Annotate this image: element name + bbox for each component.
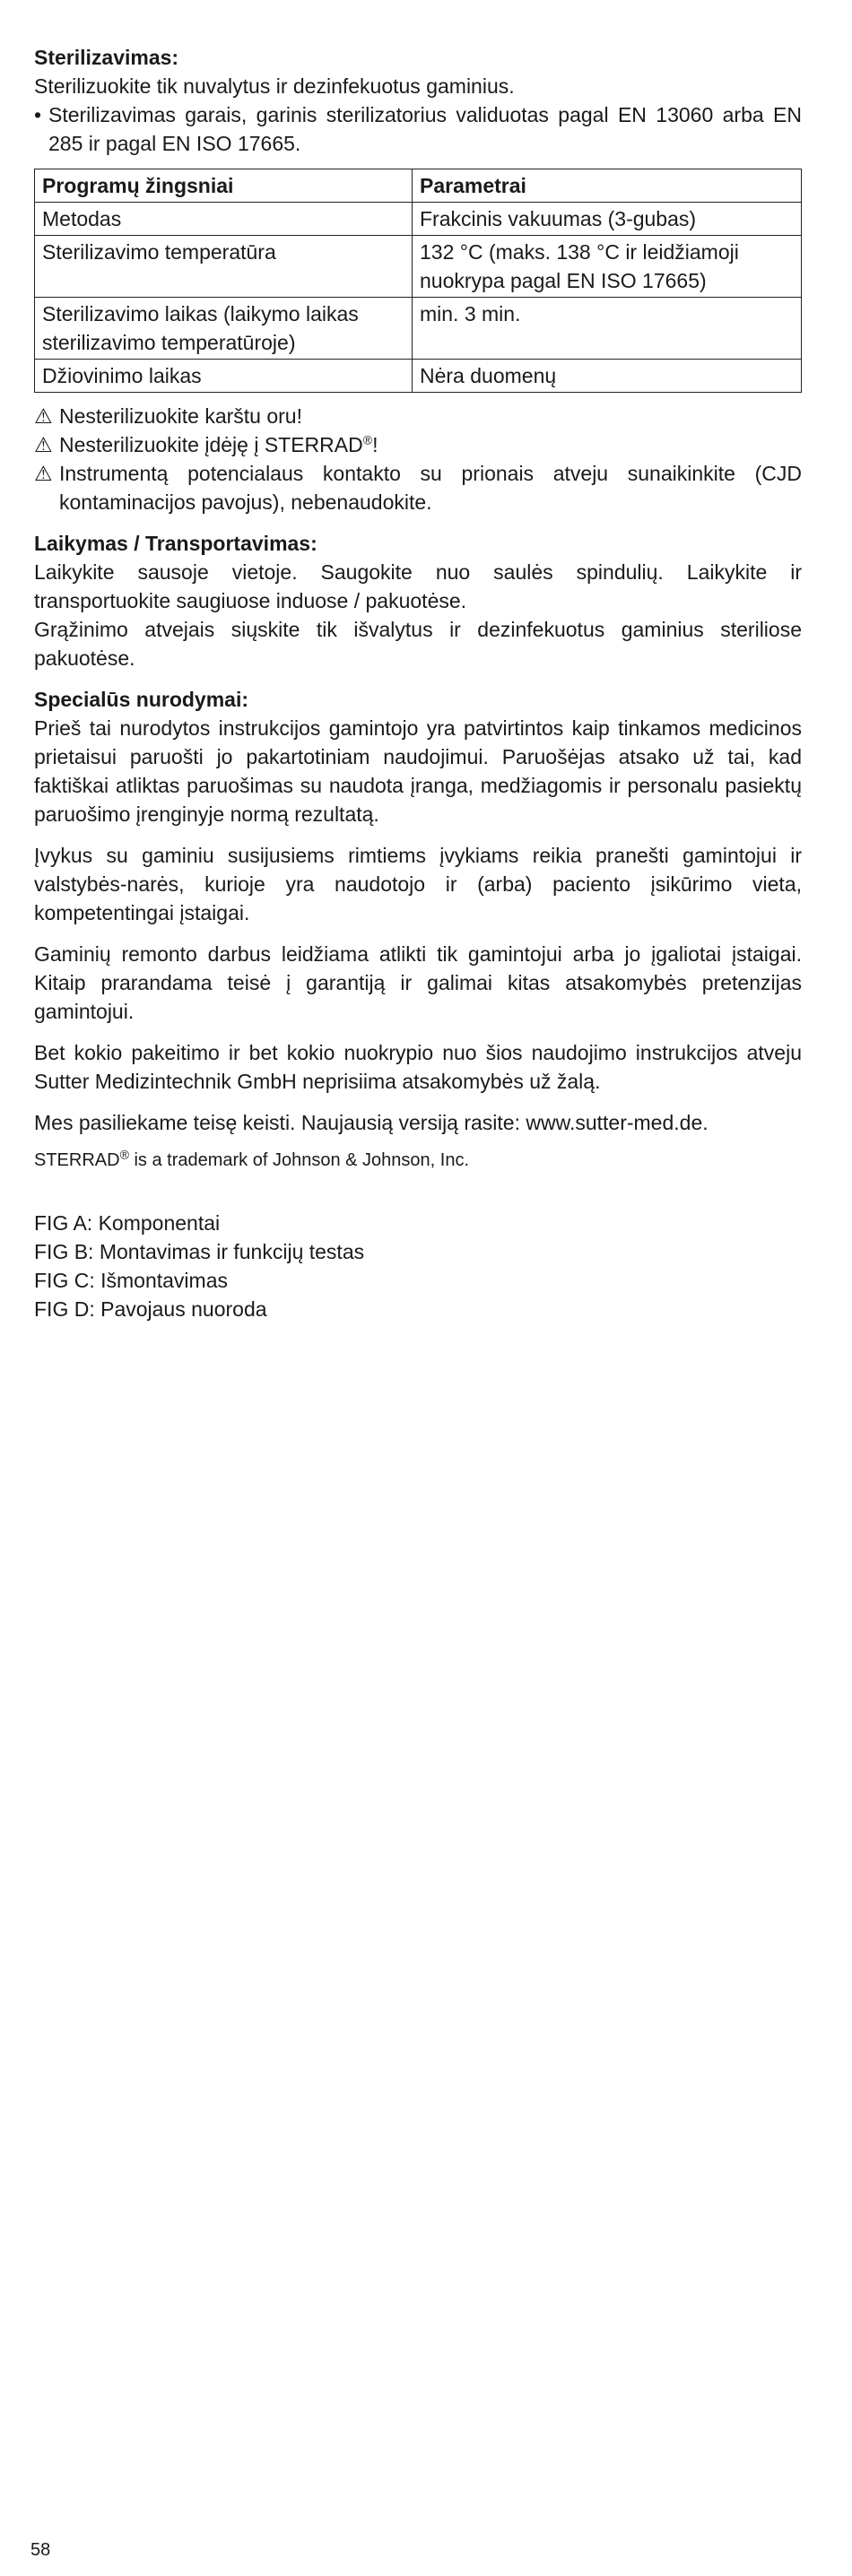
warning-text: Nesterilizuokite karštu oru! bbox=[59, 404, 302, 428]
trademark-text: is a trademark of Johnson & Johnson, Inc. bbox=[128, 1150, 469, 1170]
warning-prions bbox=[34, 459, 802, 516]
sterilization-bullet-text: Sterilizavimas garais, garinis sterilizatorius validuotas pagal EN 13060 arba EN 285 ir pagal EN ISO 17665. bbox=[48, 103, 802, 155]
warning-hot-air bbox=[34, 402, 802, 430]
table-cell: Džiovinimo laikas bbox=[35, 360, 413, 393]
bullet-mark: • bbox=[34, 103, 42, 126]
return-paragraph: Grąžinimo atvejais siųskite tik išvalytus ir dezinfekuotus gaminius steriliose pakuotėse. bbox=[34, 618, 802, 670]
special-paragraph-incidents: Įvykus su gaminiu susijusiems rimtiems įvykiams reikia pranešti gamintojui ir valstybės-narės, kurioje yra naudotojo ir (arba) paciento įsikūrimo vieta, kompetentingai įstaigai. bbox=[34, 844, 802, 924]
document-page bbox=[34, 43, 802, 1323]
warning-sterrad bbox=[34, 430, 802, 459]
special-paragraph-changes: Mes pasiliekame teisę keisti. Naujausią versiją rasite: www.sutter-med.de. bbox=[34, 1111, 709, 1134]
sterilization-heading: Sterilizavimas: bbox=[34, 46, 179, 69]
table-cell: Frakcinis vakuumas (3-gubas) bbox=[413, 203, 802, 236]
table-cell: Sterilizavimo temperatūra bbox=[35, 236, 413, 298]
trademark-name: STERRAD bbox=[34, 1150, 120, 1170]
special-section bbox=[34, 685, 802, 1175]
trademark-note bbox=[34, 1146, 802, 1175]
special-paragraph-repair: Gaminių remonto darbus leidžiama atlikti tik gamintojui arba jo įgaliotai įstaigai. Kitaip prarandama teisė į garantiją ir galimai kitas atsakomybės pretenzijas gamintojui. bbox=[34, 942, 802, 1023]
registered-mark: ® bbox=[119, 1147, 129, 1162]
storage-heading: Laikymas / Transportavimas: bbox=[34, 532, 317, 555]
sterilization-intro: Sterilizuokite tik nuvalytus ir dezinfekuotus gaminius. bbox=[34, 74, 515, 98]
table-row bbox=[35, 360, 802, 393]
table-cell: min. 3 min. bbox=[413, 298, 802, 360]
special-heading: Specialūs nurodymai: bbox=[34, 688, 249, 711]
figure-item: FIG B: Montavimas ir funkcijų testas bbox=[34, 1240, 365, 1263]
table-header-cell: Parametrai bbox=[413, 169, 802, 203]
special-paragraph-validation: Prieš tai nurodytos instrukcijos gamintojo yra patvirtintos kaip tinkamos medicinos prietaisui paruošti jo pakartotiniam naudojimui. Paruošėjas atsako už tai, kad faktiškai atliktas paruošimas su naudota įranga, medžiagomis ir personalu pasiektų paruošimo įrenginyje normą rezultatą. bbox=[34, 716, 802, 826]
table-header-row bbox=[35, 169, 802, 203]
warning-text-main: Nesterilizuokite įdėję į STERRAD bbox=[59, 433, 363, 456]
warning-text: Instrumentą potencialaus kontakto su prionais atveju sunaikinkite (CJD kontaminacijos pavojus), nebenaudokite. bbox=[59, 462, 802, 514]
figure-item: FIG C: Išmontavimas bbox=[34, 1269, 228, 1292]
warning-text bbox=[59, 430, 802, 459]
registered-mark: ® bbox=[362, 432, 373, 447]
figure-item: FIG A: Komponentai bbox=[34, 1211, 221, 1235]
storage-section bbox=[34, 529, 802, 672]
table-header-cell: Programų žingsniai bbox=[35, 169, 413, 203]
warning-triangle-icon: ⚠ bbox=[34, 433, 53, 456]
table-row bbox=[35, 236, 802, 298]
warning-triangle-icon: ⚠ bbox=[34, 462, 53, 485]
table-cell: 132 °C (maks. 138 °C ir leidžiamoji nuokrypa pagal EN ISO 17665) bbox=[413, 236, 802, 298]
table-cell: Nėra duomenų bbox=[413, 360, 802, 393]
table-cell: Sterilizavimo laikas (laikymo laikas sterilizavimo temperatūroje) bbox=[35, 298, 413, 360]
page-number: 58 bbox=[30, 2540, 51, 2560]
storage-paragraph: Laikykite sausoje vietoje. Saugokite nuo saulės spindulių. Laikykite ir transportuokite saugiuose induose / pakuotėse. bbox=[34, 560, 802, 612]
table-row bbox=[35, 298, 802, 360]
sterilization-bullet bbox=[34, 100, 802, 158]
warning-triangle-icon: ⚠ bbox=[34, 404, 53, 428]
figure-item: FIG D: Pavojaus nuoroda bbox=[34, 1297, 267, 1321]
figure-list bbox=[34, 1209, 802, 1323]
warning-text-end: ! bbox=[372, 433, 378, 456]
table-cell: Metodas bbox=[35, 203, 413, 236]
parameters-table bbox=[34, 169, 802, 393]
special-paragraph-liability: Bet kokio pakeitimo ir bet kokio nuokrypio nuo šios naudojimo instrukcijos atveju Sutter Medizintechnik GmbH neprisiima atsakomybės už žalą. bbox=[34, 1041, 802, 1093]
table-row bbox=[35, 203, 802, 236]
